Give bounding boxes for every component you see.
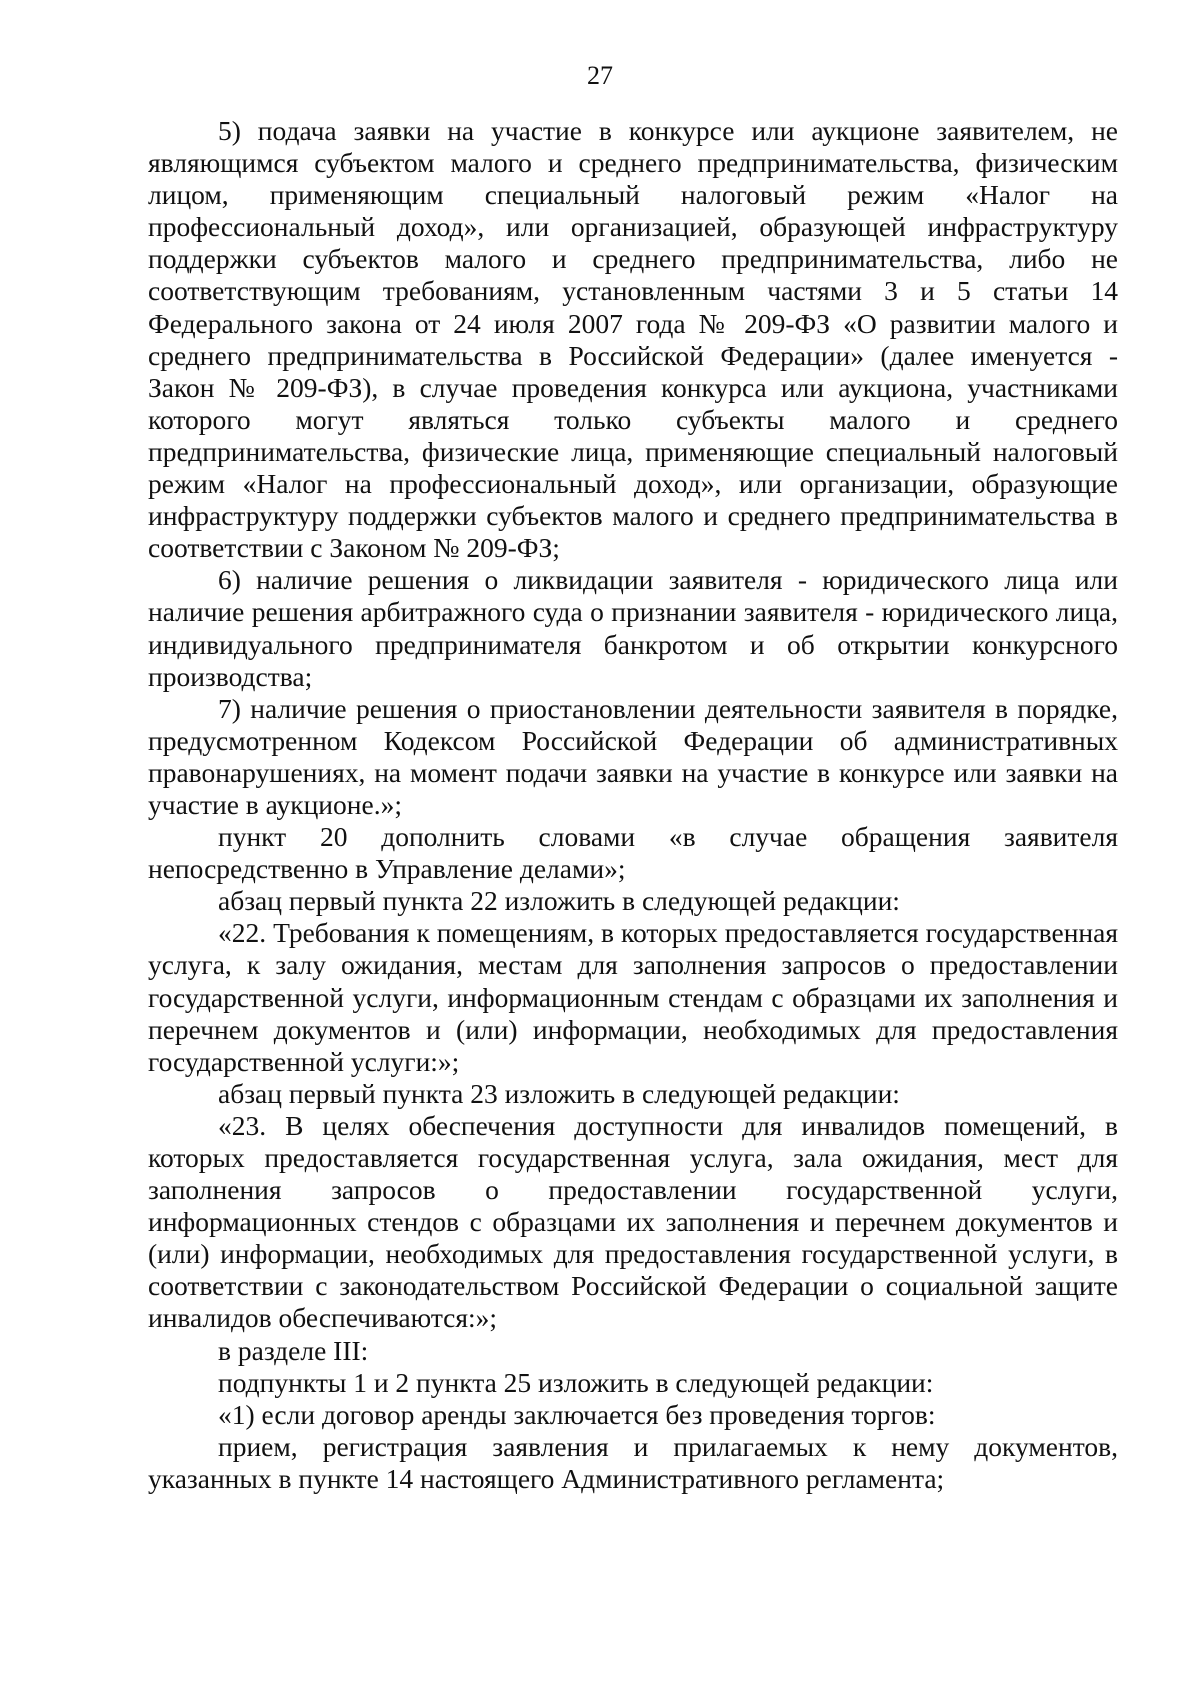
paragraph-point-25-sub1: «1) если договор аренды заключается без проведения торгов:	[218, 1398, 936, 1430]
paragraph-section-iii: в разделе III:	[218, 1334, 369, 1366]
paragraph-point-25-reception: прием, регистрация заявления и прилагаемых к нему документов, указанных в пункте 14 настоящего Административного регламента;	[148, 1430, 1118, 1494]
paragraph-point-22-text: «22. Требования к помещениям, в которых предоставляется государственная услуга, к залу ожидания, местам для заполнения запросов о предоставлении государственной услуги, информационным стендам с образцами их заполнения и перечнем документов и (или) информации, необходимых для предоставления государственной услуги:»;	[148, 917, 1118, 1077]
paragraph-item-6: 6) наличие решения о ликвидации заявителя - юридического лица или наличие решения арбитражного суда о признании заявителя - юридического лица, индивидуального предпринимателя банкротом и об открытии конкурсного производства;	[148, 564, 1118, 692]
paragraph-point-20: пункт 20 дополнить словами «в случае обращения заявителя непосредственно в Управление делами»;	[148, 821, 1118, 885]
document-body	[148, 115, 1118, 1495]
paragraph-item-5: 5) подача заявки на участие в конкурсе или аукционе заявителем, не являющимся субъектом малого и среднего предпринимательства, физическим лицом, применяющим специальный налоговый режим «Налог на профессиональный доход», или организацией, образующей инфраструктуру поддержки субъектов малого и среднего предпринимательства, либо не соответствующим требованиям, установленным частями 3 и 5 статьи 14 Федерального закона от 24 июля 2007 года № 209-ФЗ «О развитии малого и среднего предпринимательства в Российской Федерации» (далее именуется - Закон № 209-ФЗ), в случае проведения конкурса или аукциона, участниками которого могут являться только субъекты малого и среднего предпринимательства, физические лица, применяющие специальный налоговый режим «Налог на профессиональный доход», или организации, образующие инфраструктуру поддержки субъектов малого и среднего предпринимательства в соответствии с Законом № 209-ФЗ;	[148, 115, 1118, 564]
paragraph-item-7: 7) наличие решения о приостановлении деятельности заявителя в порядке, предусмотренном Кодексом Российской Федерации об административных правонарушениях, на момент подачи заявки на участие в конкурсе или заявки на участие в аукционе.»;	[148, 692, 1118, 820]
page-number: 27	[587, 61, 613, 90]
paragraph-point-23-intro: абзац первый пункта 23 изложить в следующей редакции:	[218, 1077, 900, 1109]
paragraph-point-22-intro: абзац первый пункта 22 изложить в следующей редакции:	[218, 885, 900, 917]
paragraph-point-25-intro: подпункты 1 и 2 пункта 25 изложить в следующей редакции:	[218, 1366, 934, 1398]
paragraph-point-23-text: «23. В целях обеспечения доступности для инвалидов помещений, в которых предоставляется государственная услуга, зала ожидания, мест для заполнения запросов о предоставлении государственной услуги, информационных стендов с образцами их заполнения и перечнем документов и (или) информации, необходимых для предоставления государственной услуги, в соответствии с законодательством Российской Федерации о социальной защите инвалидов обеспечиваются:»;	[148, 1109, 1118, 1334]
